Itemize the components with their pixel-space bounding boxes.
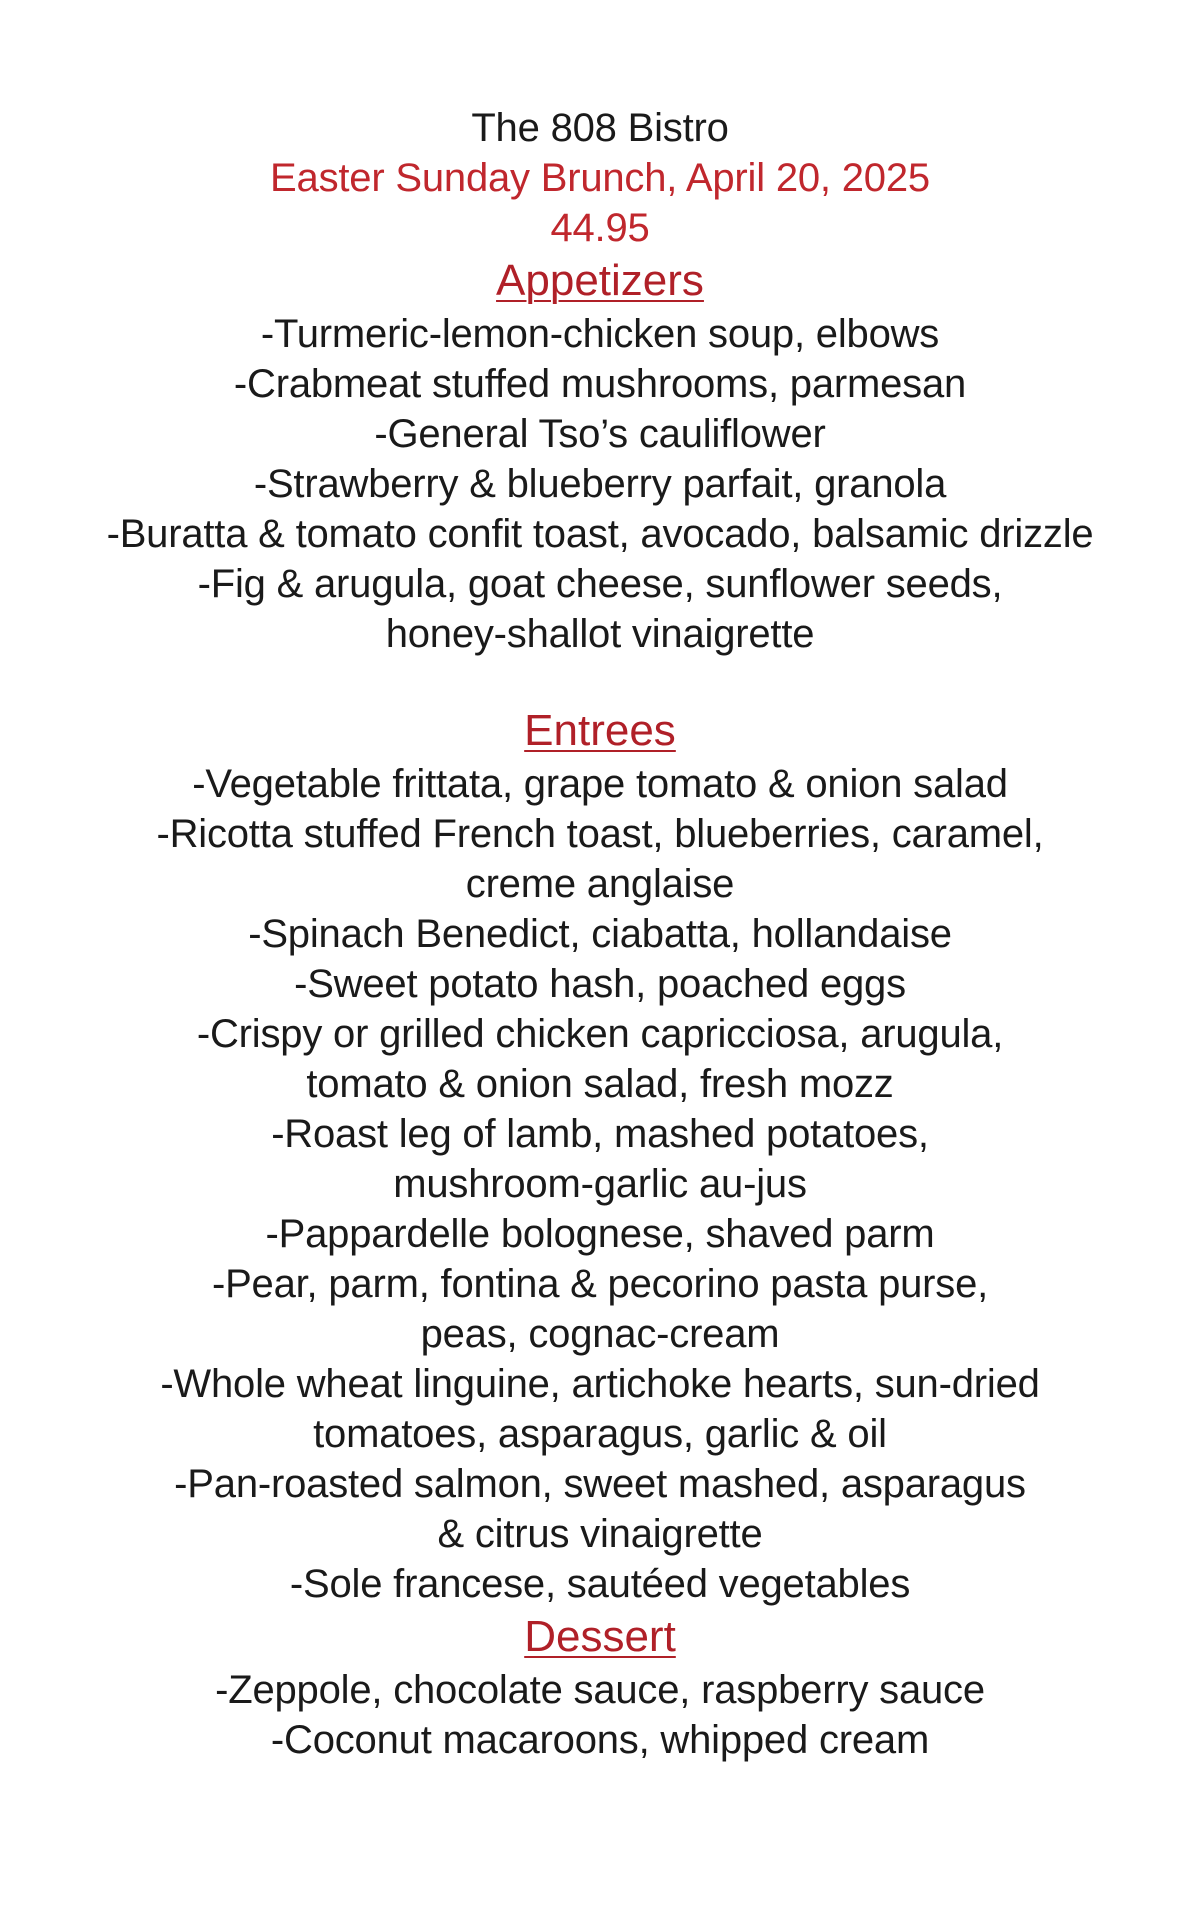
menu-item: -Sole francese, sautéed vegetables (289, 1562, 911, 1606)
menu-item: -Zeppole, chocolate sauce, raspberry sauce (215, 1668, 985, 1712)
appetizers-heading: Appetizers (496, 256, 704, 305)
menu-price: 44.95 (550, 206, 650, 250)
menu-item: -Strawberry & blueberry parfait, granola (253, 462, 947, 506)
event-title: Easter Sunday Brunch, April 20, 2025 (270, 156, 930, 200)
menu-item: -Pan-roasted salmon, sweet mashed, asparagus (174, 1462, 1026, 1506)
restaurant-name: The 808 Bistro (471, 106, 729, 150)
menu-item: -Fig & arugula, goat cheese, sunflower seeds, (197, 562, 1003, 606)
menu-item: -Coconut macaroons, whipped cream (270, 1718, 930, 1762)
menu-item: -Pear, parm, fontina & pecorino pasta purse, (211, 1262, 989, 1306)
menu-item: -Turmeric-lemon-chicken soup, elbows (260, 312, 940, 356)
menu-item-continuation: tomatoes, asparagus, garlic & oil (313, 1412, 887, 1456)
menu-item: -Spinach Benedict, ciabatta, hollandaise (248, 912, 952, 956)
menu-item: -Sweet potato hash, poached eggs (294, 962, 906, 1006)
section-spacer (0, 659, 1200, 703)
menu-item: -Whole wheat linguine, artichoke hearts, sun-dried (160, 1362, 1040, 1406)
menu-item-continuation: peas, cognac-cream (420, 1312, 780, 1356)
appetizers-section (0, 253, 1200, 659)
menu-page (0, 103, 1200, 1765)
dessert-section (0, 1609, 1200, 1765)
menu-item: -Pappardelle bolognese, shaved parm (265, 1212, 935, 1256)
entrees-heading: Entrees (524, 706, 676, 755)
entrees-section (0, 703, 1200, 1609)
menu-item-continuation: tomato & onion salad, fresh mozz (306, 1062, 894, 1106)
menu-item: -Vegetable frittata, grape tomato & onion salad (192, 762, 1008, 806)
menu-item: -Buratta & tomato confit toast, avocado, balsamic drizzle (106, 512, 1094, 556)
menu-item-continuation: mushroom-garlic au-jus (393, 1162, 807, 1206)
menu-item: -Crispy or grilled chicken capricciosa, arugula, (196, 1012, 1004, 1056)
menu-item: -Roast leg of lamb, mashed potatoes, (271, 1112, 929, 1156)
menu-item: -Crabmeat stuffed mushrooms, parmesan (233, 362, 967, 406)
menu-item-continuation: honey-shallot vinaigrette (385, 612, 815, 656)
menu-item-continuation: & citrus vinaigrette (437, 1512, 763, 1556)
menu-item-continuation: creme anglaise (465, 862, 735, 906)
dessert-heading: Dessert (524, 1612, 676, 1661)
menu-item: -Ricotta stuffed French toast, blueberries, caramel, (156, 812, 1044, 856)
menu-item: -General Tso’s cauliflower (374, 412, 826, 456)
